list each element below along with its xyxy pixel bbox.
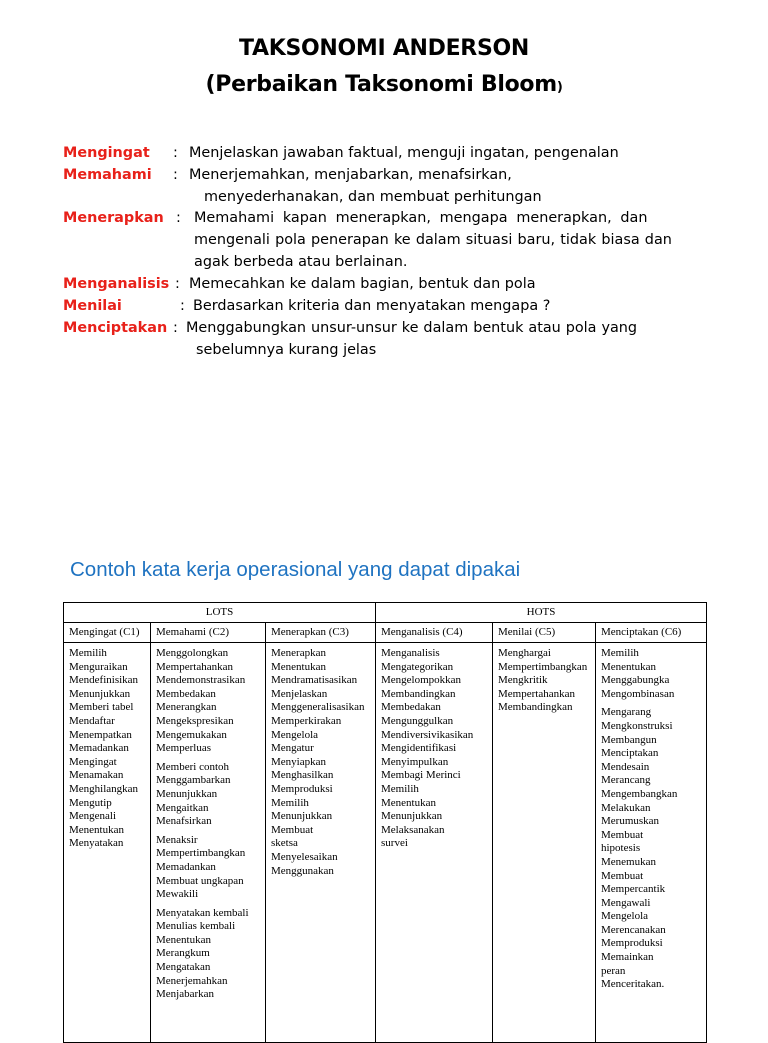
verb-item: Mengombinasan bbox=[601, 687, 675, 700]
definition-colon: : bbox=[175, 276, 180, 292]
verb-item: Menghilangkan bbox=[69, 782, 139, 795]
verb-item: Menggolongkan bbox=[156, 647, 229, 659]
operational-verbs-table bbox=[63, 602, 707, 1043]
level-c2: Memahami (C2) bbox=[151, 623, 266, 643]
verb-item: Menunjukkan bbox=[381, 810, 443, 823]
verb-item: hipotesis bbox=[601, 842, 641, 855]
verb-item: Membedakan bbox=[156, 687, 216, 700]
verbs-c3 bbox=[266, 643, 376, 1043]
verb-item: Memperluas bbox=[156, 742, 211, 755]
verbs-c1 bbox=[64, 643, 151, 1043]
definition-colon: : bbox=[180, 298, 185, 314]
level-c1: Mengingat (C1) bbox=[64, 623, 151, 643]
verb-item: Membuat bbox=[601, 828, 644, 841]
verb-item: Menciptakan bbox=[601, 747, 659, 760]
verb-item: Memberi tabel bbox=[69, 701, 134, 714]
level-c4: Menganalisis (C4) bbox=[376, 623, 493, 643]
verb-item: Memproduksi bbox=[601, 937, 663, 950]
verbs-c4 bbox=[376, 643, 493, 1043]
group-hots: HOTS bbox=[376, 603, 707, 623]
verb-item: Menggeneralisasikan bbox=[271, 701, 365, 714]
verb-item: Membuat ungkapan bbox=[156, 874, 244, 887]
verb-item: Menentukan bbox=[271, 660, 326, 673]
verb-item: Membuat bbox=[271, 823, 314, 836]
verb-item: Menentukan bbox=[156, 933, 211, 946]
verb-item: Mengembangkan bbox=[601, 787, 678, 800]
verb-item: Mengatur bbox=[271, 742, 314, 755]
verbs-c6 bbox=[596, 643, 707, 1043]
verb-item: Menaksir bbox=[156, 833, 198, 846]
level-c3: Menerapkan (C3) bbox=[266, 623, 376, 643]
definition-term: Menganalisis bbox=[63, 276, 170, 292]
definition-text-line: mengenali pola penerapan ke dalam situasi baru, tidak biasa dan bbox=[194, 231, 672, 248]
verb-item: Memproduksi bbox=[271, 782, 333, 795]
verb-item: Membandingkan bbox=[498, 701, 573, 714]
definition-text-line: Menggabungkan unsur-unsur ke dalam bentuk atau pola yang bbox=[186, 320, 638, 336]
verb-item: Mengategorikan bbox=[381, 660, 454, 673]
verb-item: Menamakan bbox=[69, 769, 124, 782]
verb-item: Mendaftar bbox=[69, 714, 115, 727]
page-subtitle bbox=[0, 72, 768, 97]
verb-item: Membagi Merinci bbox=[381, 769, 461, 782]
definition-text-line: agak berbeda atau berlainan. bbox=[194, 253, 408, 270]
group-header-row bbox=[64, 603, 707, 623]
verb-item: Menerapkan bbox=[271, 647, 326, 659]
verb-item: Menjelaskan bbox=[271, 687, 328, 700]
verb-item: Menentukan bbox=[601, 660, 656, 673]
verb-item: Mengidentifikasi bbox=[381, 742, 457, 755]
verb-item: Menunjukkan bbox=[69, 687, 131, 700]
definition-text-line: Menjelaskan jawaban faktual, menguji ingatan, pengenalan bbox=[189, 145, 619, 161]
verb-item: Mendesain bbox=[601, 760, 650, 773]
verb-item: Mengkonstruksi bbox=[601, 719, 673, 732]
verb-item: Merumuskan bbox=[601, 815, 660, 828]
definition-text-line: Memahami kapan menerapkan, mengapa menerapkan, dan bbox=[194, 210, 648, 226]
verb-item: Mengatakan bbox=[156, 961, 211, 974]
verb-item: Mengelompokkan bbox=[381, 674, 462, 687]
level-c6: Menciptakan (C6) bbox=[596, 623, 707, 643]
verb-item: peran bbox=[601, 964, 626, 977]
verb-item: Menempatkan bbox=[69, 728, 132, 741]
verb-item: Membangun bbox=[601, 733, 657, 746]
verb-item: Melaksanakan bbox=[381, 823, 445, 836]
verb-item: sketsa bbox=[271, 837, 298, 850]
verb-item: Menjabarkan bbox=[156, 988, 215, 1001]
verb-item: Merangkum bbox=[156, 947, 210, 960]
definition-colon: : bbox=[173, 320, 178, 336]
verb-item: Menerjemahkan bbox=[156, 974, 228, 987]
verb-item: Mendefinisikan bbox=[69, 674, 139, 687]
definition-text-line: Berdasarkan kriteria dan menyatakan mengapa ? bbox=[193, 298, 551, 314]
verb-item: Memberi contoh bbox=[156, 760, 230, 773]
verb-item: Mengemukakan bbox=[156, 728, 227, 741]
verb-item: Mendramatisasikan bbox=[271, 674, 358, 687]
verb-item: Menguraikan bbox=[69, 660, 128, 673]
definition-term: Menerapkan bbox=[63, 210, 164, 226]
verb-item: Mengarang bbox=[601, 706, 652, 719]
verb-item: Mempertahankan bbox=[498, 687, 575, 700]
page-title: TAKSONOMI ANDERSON bbox=[239, 36, 529, 61]
verb-item: Menyelesaikan bbox=[271, 850, 338, 863]
definition-text-line: Memecahkan ke dalam bagian, bentuk dan pola bbox=[189, 276, 536, 292]
verb-item: Menunjukkan bbox=[156, 787, 218, 800]
definition-term: Mengingat bbox=[63, 145, 150, 161]
definition-colon: : bbox=[173, 145, 178, 161]
verb-item: Mengelola bbox=[271, 728, 319, 741]
level-c5: Menilai (C5) bbox=[493, 623, 596, 643]
verb-item: Memainkan bbox=[601, 951, 654, 964]
verb-item: Menunjukkan bbox=[271, 810, 333, 823]
verb-item: Menceritakan. bbox=[601, 978, 665, 991]
verb-item: Menerangkan bbox=[156, 701, 217, 714]
verb-item: Merancang bbox=[601, 774, 651, 787]
definition-term: Memahami bbox=[63, 167, 152, 183]
definition-text-line: menyederhanakan, dan membuat perhitungan bbox=[204, 188, 542, 205]
section-heading: Contoh kata kerja operasional yang dapat dipakai bbox=[70, 558, 521, 581]
verb-item: Menggambarkan bbox=[156, 774, 231, 787]
verb-item: Mengingat bbox=[69, 755, 117, 768]
definition-text-line: Menerjemahkan, menjabarkan, menafsirkan, bbox=[189, 167, 512, 183]
definition-colon: : bbox=[176, 210, 181, 226]
verb-item: Memperkirakan bbox=[271, 714, 342, 727]
verb-item: Membandingkan bbox=[381, 687, 456, 700]
verb-item: Mendemonstrasikan bbox=[156, 674, 246, 687]
verb-item: Mempertahankan bbox=[156, 660, 233, 673]
verb-item: Menemukan bbox=[601, 855, 656, 868]
verb-item: Menyatakan bbox=[69, 837, 124, 850]
definition-term: Menciptakan bbox=[63, 320, 168, 336]
verb-item: Menulias kembali bbox=[156, 920, 236, 933]
verb-item: Menghasilkan bbox=[271, 769, 334, 782]
verb-item: Menggunakan bbox=[271, 864, 334, 877]
verb-item: Membuat bbox=[601, 869, 644, 882]
verb-item: Memadankan bbox=[69, 742, 129, 755]
verb-item: Mengelola bbox=[601, 910, 649, 923]
verb-item: Mendiversivikasikan bbox=[381, 728, 474, 741]
definition-term: Menilai bbox=[63, 298, 122, 314]
verb-item: Mengekspresikan bbox=[156, 714, 234, 727]
verb-item: Memilih bbox=[271, 796, 309, 809]
verb-item: Memilih bbox=[381, 782, 419, 795]
verb-item: Memadankan bbox=[156, 860, 216, 873]
subtitle-close-paren: ) bbox=[556, 80, 563, 95]
verb-item: Memilih bbox=[601, 647, 639, 659]
verb-item: Mengenali bbox=[69, 810, 117, 823]
verb-item: Membedakan bbox=[381, 701, 441, 714]
verb-item: Mengaitkan bbox=[156, 801, 209, 814]
verb-item: Mengutip bbox=[69, 796, 112, 809]
verb-item: Mewakili bbox=[156, 888, 199, 901]
verbs-c2 bbox=[151, 643, 266, 1043]
verb-item: Mempertimbangkan bbox=[156, 847, 246, 860]
verb-item: Mempertimbangkan bbox=[498, 660, 588, 673]
verb-item: Menentukan bbox=[381, 796, 436, 809]
group-lots: LOTS bbox=[64, 603, 376, 623]
definition-colon: : bbox=[173, 167, 178, 183]
verb-item: Menafsirkan bbox=[156, 815, 212, 828]
verb-item: Menggabungka bbox=[601, 674, 670, 687]
verb-item: Mengkritik bbox=[498, 674, 548, 687]
verb-item: Merencanakan bbox=[601, 923, 666, 936]
subtitle-text: (Perbaikan Taksonomi Bloom bbox=[205, 72, 557, 97]
verb-item: Mengunggulkan bbox=[381, 714, 454, 727]
verb-item: Mengawali bbox=[601, 896, 651, 909]
verb-item: Menentukan bbox=[69, 823, 124, 836]
verb-item: Menyatakan kembali bbox=[156, 906, 249, 919]
verb-item: Mempercantik bbox=[601, 883, 666, 896]
verbs-c5 bbox=[493, 643, 596, 1043]
level-header-row bbox=[64, 623, 707, 643]
verb-item: Menyimpulkan bbox=[381, 755, 449, 768]
verb-item: Menghargai bbox=[498, 647, 551, 659]
definition-text-line: sebelumnya kurang jelas bbox=[196, 341, 377, 358]
verb-item: Menganalisis bbox=[381, 647, 440, 659]
verb-item: Menyiapkan bbox=[271, 755, 326, 768]
verb-item: Melakukan bbox=[601, 801, 651, 814]
verb-item: Memilih bbox=[69, 647, 107, 659]
verb-item: survei bbox=[381, 837, 408, 850]
verbs-row bbox=[64, 643, 707, 1043]
